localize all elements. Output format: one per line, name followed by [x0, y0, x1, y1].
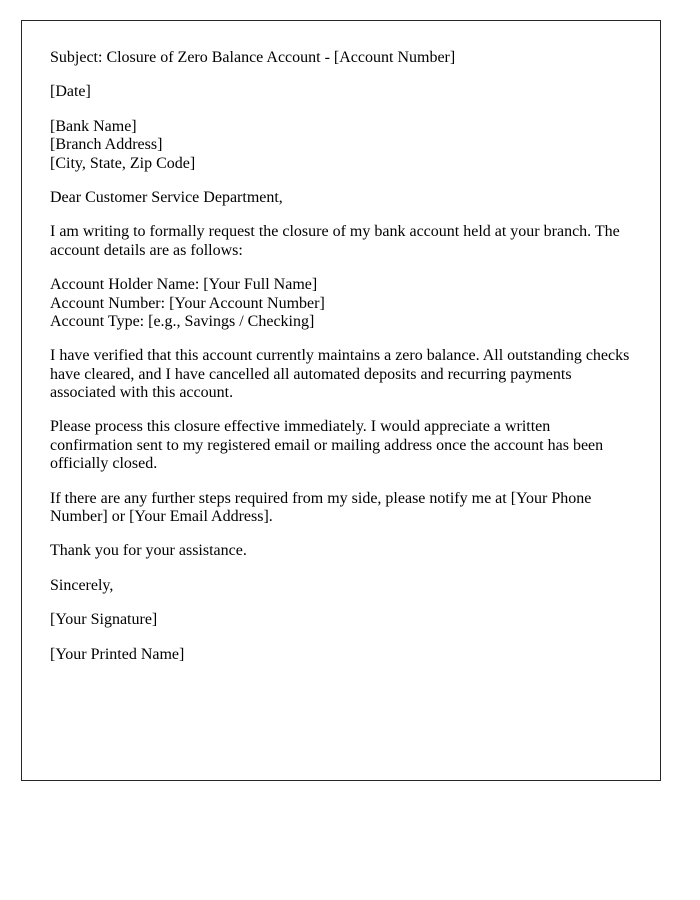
processing-request-paragraph: Please process this closure effective immediately. I would appreciate a written confirmation sent to my registered email or mailing address once the account has been officially closed.: [50, 418, 604, 473]
recipient-address-block: [50, 118, 630, 173]
thanks-line: Thank you for your assistance.: [50, 542, 247, 560]
further-steps-paragraph: If there are any further steps required from my side, please notify me at [Your Phone Number] or [Your Email Address].: [50, 489, 592, 526]
letter-document: [21, 20, 661, 781]
salutation-line: Dear Customer Service Department,: [50, 188, 283, 206]
intro-paragraph: I am writing to formally request the closure of my bank account held at your branch. The account details are as follows:: [50, 223, 620, 259]
closing-line: Sincerely,: [50, 576, 114, 594]
account-type-line: Account Type: [e.g., Savings / Checking]: [50, 312, 315, 330]
branch-address-line: [Branch Address]: [50, 136, 163, 154]
signature-placeholder: [Your Signature]: [50, 611, 158, 629]
bank-name-line: [Bank Name]: [50, 117, 137, 135]
date-placeholder: [Date]: [50, 83, 91, 101]
zero-balance-paragraph: I have verified that this account currently maintains a zero balance. All outstanding checks have cleared, and I have cancelled all automated deposits and recurring payments associated with this account.: [50, 347, 630, 402]
printed-name-placeholder: [Your Printed Name]: [50, 645, 185, 663]
subject-line: Subject: Closure of Zero Balance Account - [Account Number]: [50, 49, 456, 66]
account-number-line: Account Number: [Your Account Number]: [50, 294, 325, 312]
city-state-zip-line: [City, State, Zip Code]: [50, 154, 196, 172]
account-holder-name-line: Account Holder Name: [Your Full Name]: [50, 276, 318, 294]
account-details-block: [50, 276, 630, 331]
